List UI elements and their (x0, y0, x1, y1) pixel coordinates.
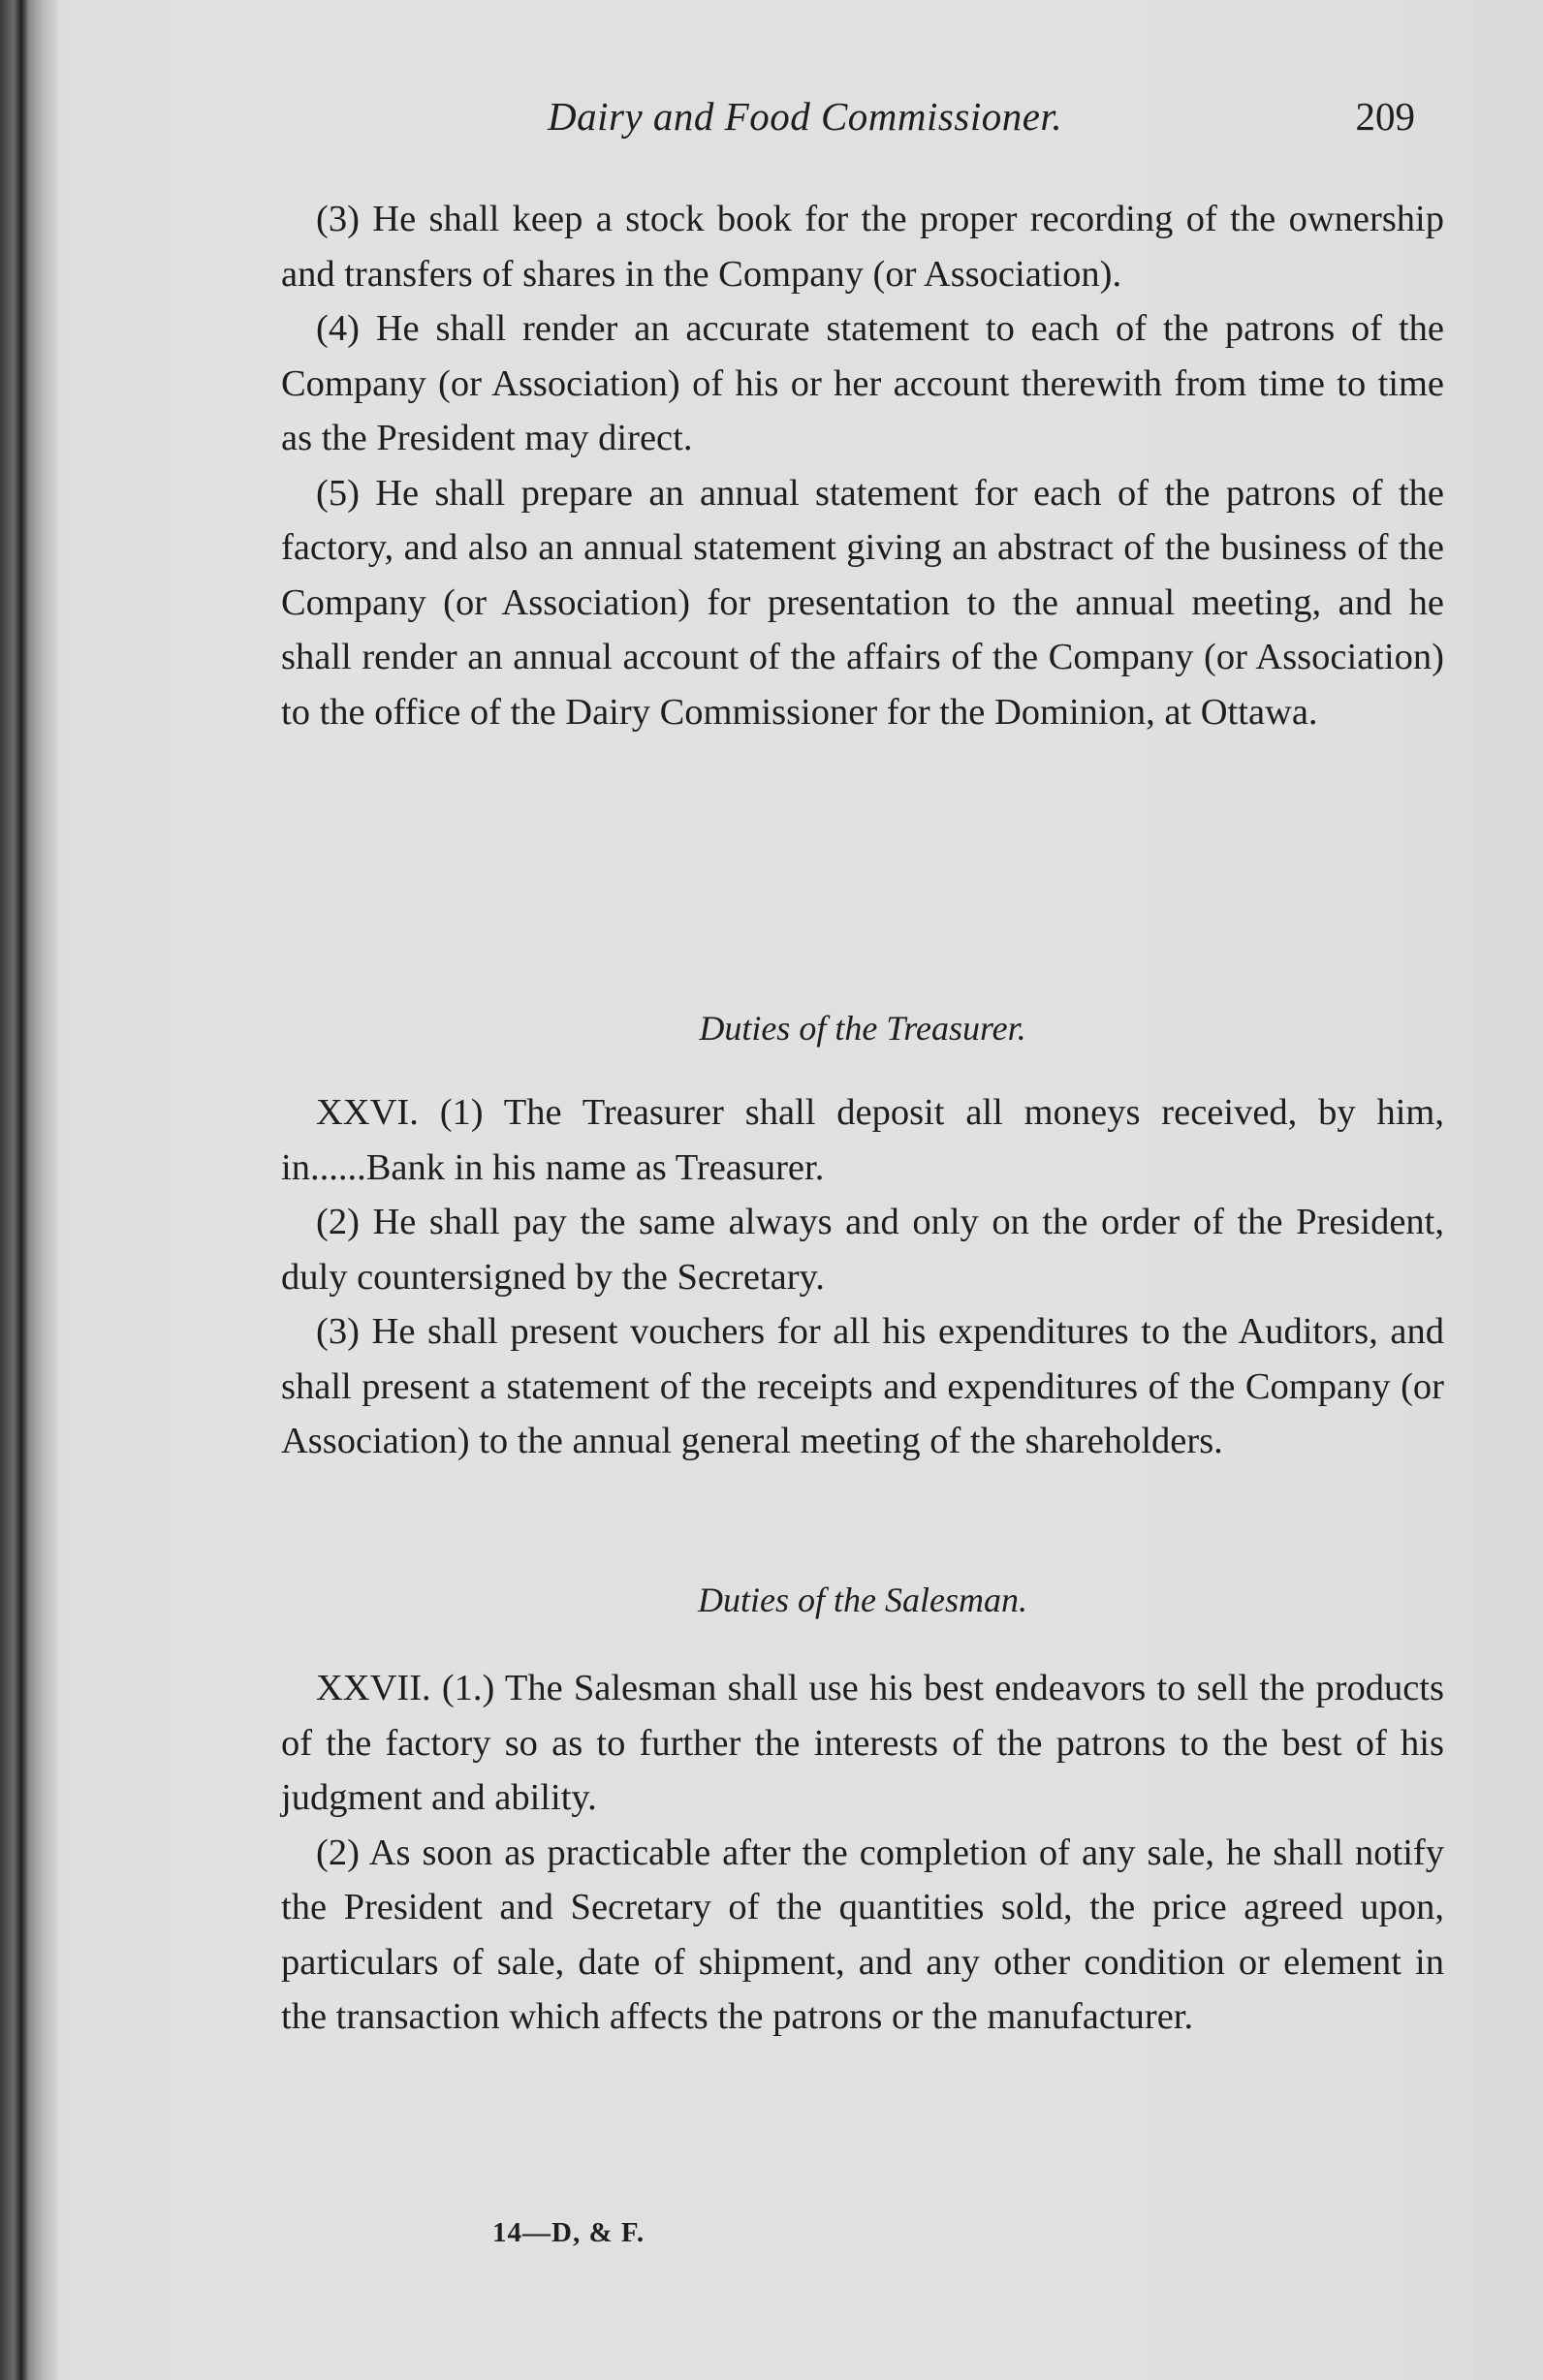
paragraph-salesman-2: (2) As soon as practicable after the completion of any sale, he shall notify the President and Secretary of the quantities sold, the price agreed upon, particulars of sale, date of shipment, and any other condition or element in the transaction which affects the patrons or the manufacturer. (281, 1832, 1444, 2037)
book-spine-shadow (0, 0, 58, 2380)
running-title: Dairy and Food Commissioner. (548, 94, 1063, 139)
signature-mark: 14—D, & F. (492, 2217, 646, 2248)
paragraph-treasurer-3: (3) He shall present vouchers for all his expenditures to the Auditors, and shall present a statement of the receipts and expenditures of the Company (or Association) to the annual general meeting of the shareholders. (281, 1311, 1444, 1461)
paragraph-salesman-1: XXVII. (1.) The Salesman shall use his best endeavors to sell the products of the factory so as to further the interests of the patrons to the best of his judgment and ability. (281, 1668, 1444, 1818)
treasurer-duties (281, 1085, 1444, 1469)
page-header (281, 93, 1415, 151)
paragraph-secretary-3: (3) He shall keep a stock book for the proper recording of the ownership and transfers of shares in the Company (or Association). (281, 199, 1444, 295)
heading-salesman: Duties of the Salesman. (698, 1581, 1027, 1619)
secretary-duties-continued (281, 192, 1444, 739)
heading-treasurer: Duties of the Treasurer. (699, 1009, 1026, 1048)
page-number: 209 (1355, 94, 1415, 139)
paragraph-secretary-5: (5) He shall prepare an annual statement for each of the patrons of the factory, and also an annual statement giving an abstract of the business of the Company (or Association) for presentation to the annual meeting, and he shall render an annual account of the affairs of the Company (or Association) to the office of the Dairy Commissioner for the Dominion, at Ottawa. (281, 472, 1444, 733)
paragraph-treasurer-2: (2) He shall pay the same always and only on the order of the President, duly countersigned by the Secretary. (281, 1202, 1444, 1298)
salesman-duties (281, 1661, 1444, 2045)
paragraph-secretary-4: (4) He shall render an accurate statement to each of the patrons of the Company (or Association) of his or her account therewith from time to time as the President may direct. (281, 308, 1444, 458)
paragraph-treasurer-1: XXVI. (1) The Treasurer shall deposit all moneys received, by him, in......Bank in his name as Treasurer. (281, 1092, 1444, 1188)
